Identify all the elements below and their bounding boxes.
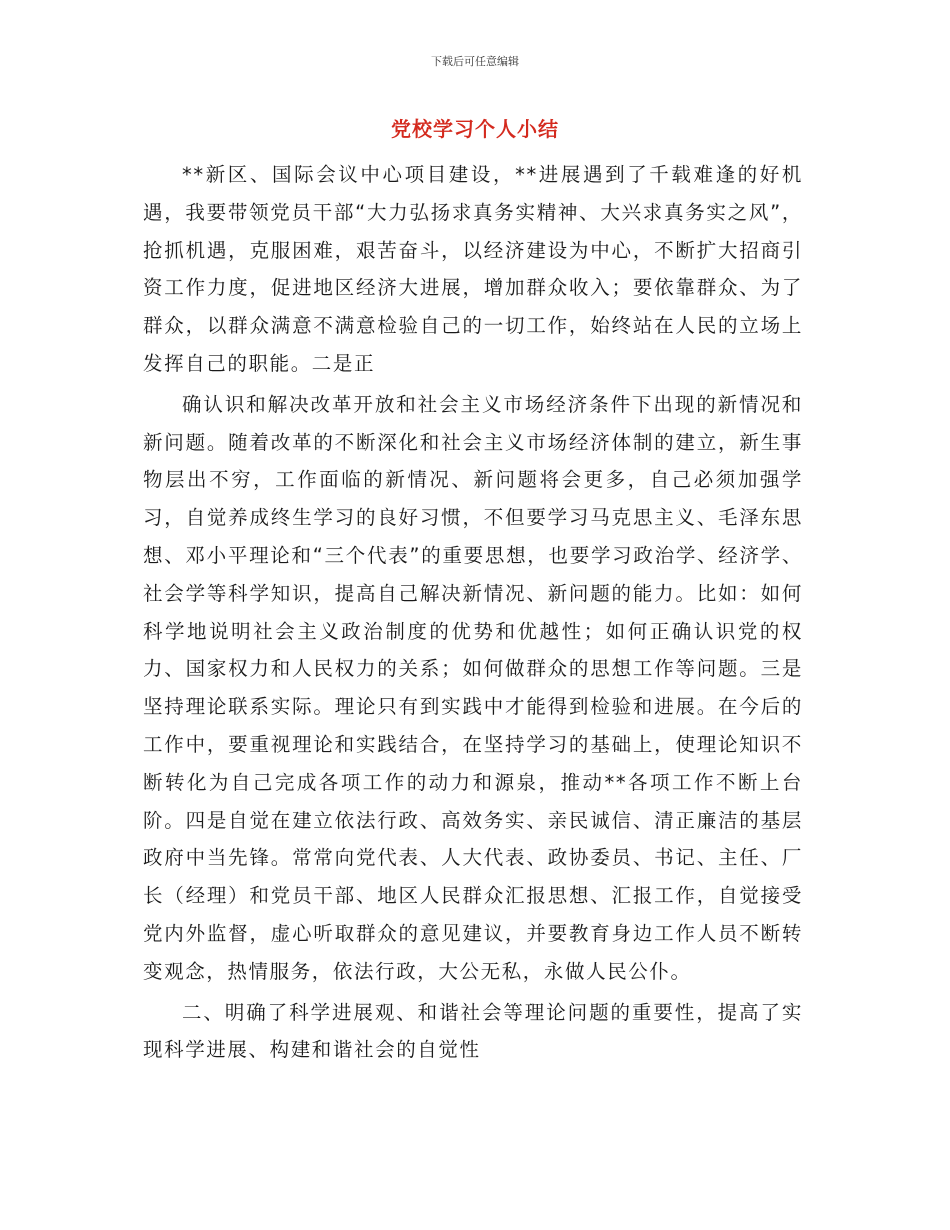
document-body xyxy=(143,156,803,1069)
paragraph-1: **新区、国际会议中心项目建设，**进展遇到了千载难逢的好机遇，我要带领党员干部“大力弘扬求真务实精神、大兴求真务实之风”，抢抓机遇，克服困难，艰苦奋斗，以经济建设为中心，不断扩大招商引资工作力度，促进地区经济大进展，增加群众收入；要依靠群众、为了群众，以群众满意不满意检验自己的一切工作，始终站在人民的立场上发挥自己的职能。二是正 xyxy=(143,163,803,375)
document-title: 党校学习个人小结 xyxy=(391,117,559,141)
paragraph-2: 确认识和解决改革开放和社会主义市场经济条件下出现的新情况和新问题。随着改革的不断深化和社会主义市场经济体制的建立，新生事物层出不穷，工作面临的新情况、新问题将会更多，自己必须加强学习，自觉养成终生学习的良好习惯，不但要学习马克思主义、毛泽东思想、邓小平理论和“三个代表”的重要思想，也要学习政治学、经济学、社会学等科学知识，提高自己解决新情况、新问题的能力。比如：如何科学地说明社会主义政治制度的优势和优越性；如何正确认识党的权力、国家权力和人民权力的关系；如何做群众的思想工作等问题。三是坚持理论联系实际。理论只有到实践中才能得到检验和进展。在今后的工作中，要重视理论和实践结合，在坚持学习的基础上，使理论知识不断转化为自己完成各项工作的动力和源泉，推动**各项工作不断上台阶。四是自觉在建立依法行政、高效务实、亲民诚信、清正廉洁的基层政府中当先锋。常常向党代表、人大代表、政协委员、书记、主任、厂长（经理）和党员干部、地区人民群众汇报思想、汇报工作，自觉接受党内外监督，虚心听取群众的意见建议，并要教育身边工作人员不断转变观念，热情服务，依法行政，大公无私，永做人民公仆。 xyxy=(143,392,803,983)
header-note: 下载后可任意编辑 xyxy=(431,55,519,68)
paragraph-3: 二、明确了科学进展观、和谐社会等理论问题的重要性，提高了实现科学进展、构建和谐社会的自觉性 xyxy=(143,1000,803,1062)
